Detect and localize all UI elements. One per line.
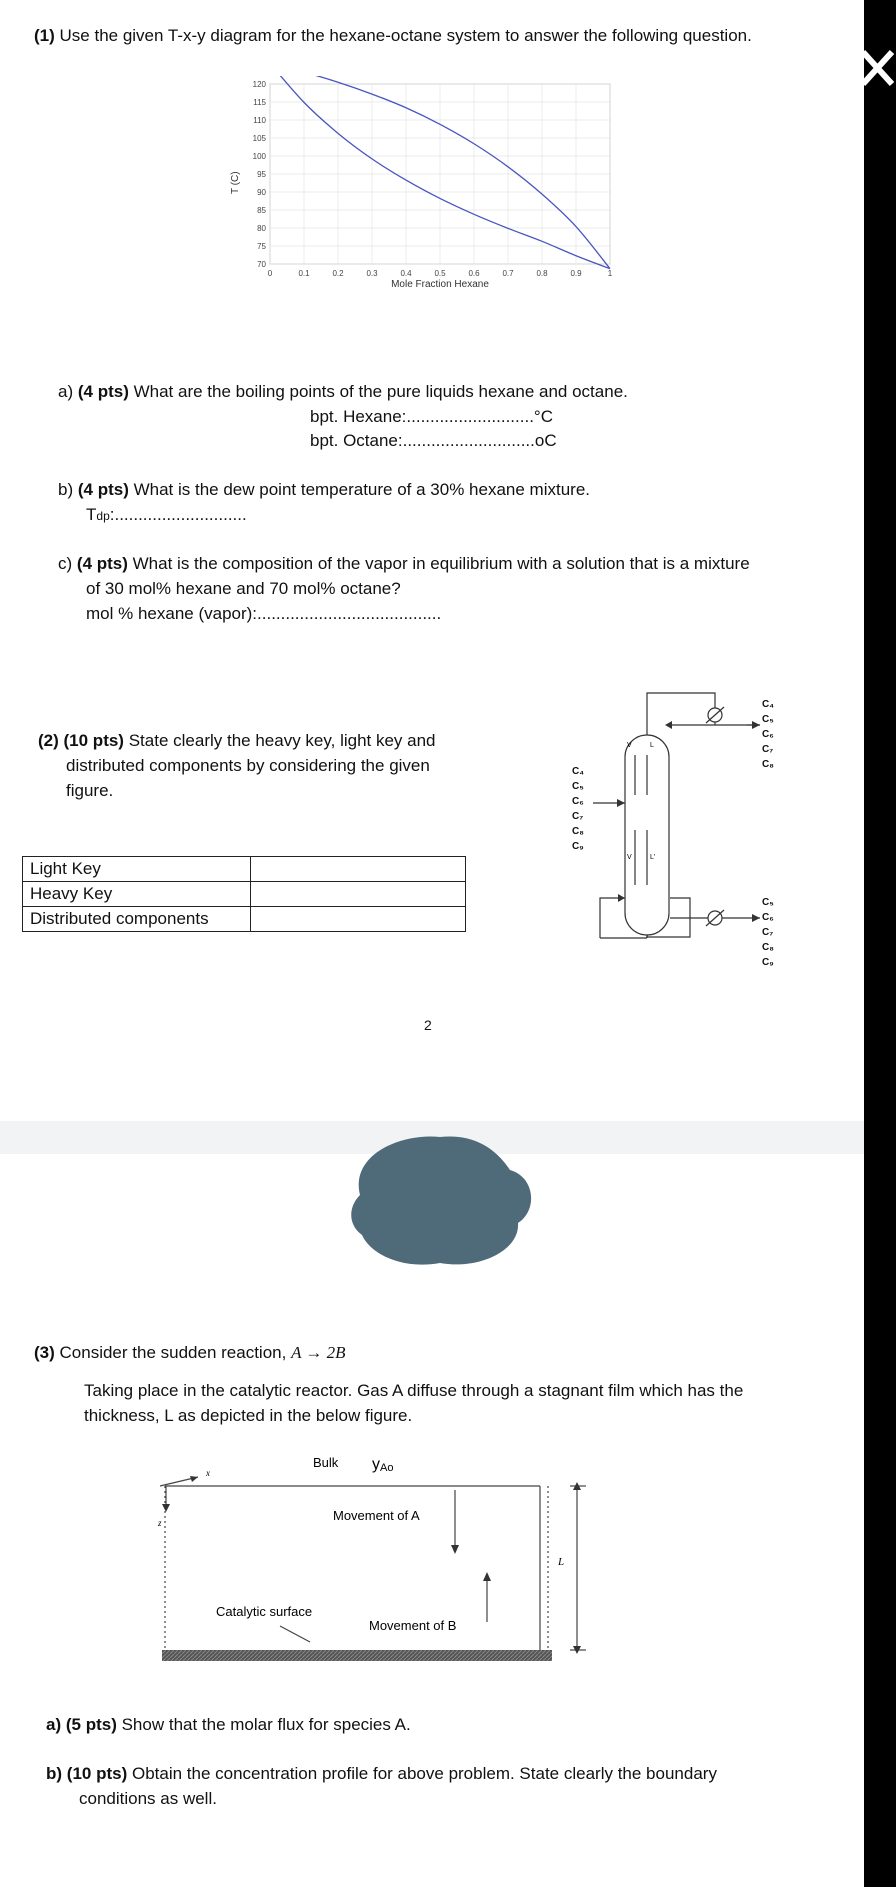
x-tick-label: 1	[607, 269, 613, 278]
x-axis-ticks	[268, 269, 613, 278]
heavy-key-label: Heavy Key	[23, 882, 251, 907]
page-number: 2	[424, 1017, 432, 1033]
y-tick-label: 105	[252, 134, 266, 143]
feed-components	[572, 764, 584, 854]
table-row	[23, 907, 466, 932]
x-tick-label: 0.4	[400, 269, 412, 278]
distributed-components-answer[interactable]	[251, 907, 466, 932]
chart-grid	[270, 84, 610, 264]
list-item: C₉	[572, 841, 584, 852]
feed-arrow	[617, 799, 625, 807]
x-tick-label: 0.5	[434, 269, 446, 278]
catalytic-pointer	[280, 1626, 310, 1642]
catalytic-surface-label: Catalytic surface	[216, 1604, 313, 1619]
light-key-label: Light Key	[23, 857, 251, 882]
thickness-label: L	[558, 1556, 565, 1568]
list-item: C₆	[572, 796, 584, 807]
liquid-label-top: L	[650, 742, 654, 749]
y-tick-label: 120	[252, 80, 266, 89]
y-tick-label: 85	[257, 206, 266, 215]
list-item: C₇	[762, 927, 774, 938]
q1b-question: b) (4 pts) What is the dew point temperature of a 30% hexane mixture.	[58, 480, 591, 499]
list-item: C₆	[762, 729, 774, 740]
y-tick-label: 70	[257, 260, 266, 269]
bottoms-components	[762, 895, 774, 970]
vapor-composition-answer[interactable]: mol % hexane (vapor):.......................................	[86, 604, 442, 623]
list-item: C₄	[572, 766, 584, 777]
bottoms-arrow	[752, 914, 760, 922]
liquid-label-bottom: L'	[650, 854, 656, 861]
list-item: C₄	[762, 699, 774, 710]
bpt-octane-line[interactable]: bpt. Octane:............................oC	[310, 431, 557, 450]
light-key-answer[interactable]	[251, 857, 466, 882]
distillation-column-diagram	[555, 685, 815, 985]
txy-chart	[225, 76, 635, 356]
q1c-question: c) (4 pts) What is the composition of the vapor in equilibrium with a solution that is a mixture	[58, 554, 750, 573]
stagnant-film-diagram	[150, 1450, 600, 1670]
x-axis-label: x	[206, 1468, 210, 1478]
redaction-blob	[340, 1125, 540, 1275]
x-tick-label: 0.2	[332, 269, 344, 278]
vapor-label-top: V	[627, 742, 632, 749]
heavy-key-answer[interactable]	[251, 882, 466, 907]
list-item: C₇	[572, 811, 584, 822]
x-tick-label: 0.9	[570, 269, 582, 278]
q3a-question: a) (5 pts) Show that the molar flux for species A.	[46, 1715, 411, 1734]
y-tick-label: 75	[257, 242, 266, 251]
x-axis-label: Mole Fraction Hexane	[391, 279, 489, 290]
movement-b-label: Movement of B	[369, 1618, 457, 1633]
reboiler-icon	[706, 910, 724, 926]
q1-heading: (1) Use the given T-x-y diagram for the hexane-octane system to answer the following question.	[34, 26, 752, 45]
x-tick-label: 0.7	[502, 269, 514, 278]
vapor-label-bottom: V	[627, 854, 632, 861]
distillate-arrow	[752, 721, 760, 729]
overhead-line	[647, 693, 715, 735]
list-item: C₅	[572, 781, 584, 792]
q3-text-line2: thickness, L as depicted in the below figure.	[84, 1406, 413, 1425]
list-item: C₆	[762, 912, 774, 923]
q2-question-line2: distributed components by considering the given	[66, 756, 430, 775]
table-row	[23, 882, 466, 907]
y-tick-label: 100	[252, 152, 266, 161]
movement-a-label: Movement of A	[333, 1508, 420, 1523]
x-tick-label: 0.8	[536, 269, 548, 278]
bpt-hexane-line[interactable]: bpt. Hexane:...........................°C	[310, 407, 553, 426]
q3-question: (3) Consider the sudden reaction, A → 2B	[34, 1343, 346, 1362]
list-item: C₈	[572, 826, 584, 837]
viewer-edge	[864, 0, 896, 1887]
bulk-label: Bulk	[313, 1455, 339, 1470]
x-tick-label: 0.6	[468, 269, 480, 278]
y-ao-label: yAo	[372, 1456, 394, 1474]
list-item: C₅	[762, 714, 774, 725]
y-tick-label: 115	[253, 98, 266, 107]
q3-text-line1: Taking place in the catalytic reactor. Gas A diffuse through a stagnant film which has the	[84, 1381, 744, 1400]
condenser-icon	[706, 707, 724, 723]
list-item: C₇	[762, 744, 774, 755]
distillate-components	[762, 697, 774, 772]
y-tick-label: 95	[257, 170, 266, 179]
z-axis-label: z	[158, 1518, 162, 1528]
tdp-answer-line[interactable]: Tdp:............................	[86, 505, 247, 524]
table-row	[23, 857, 466, 882]
y-axis-ticks	[253, 80, 267, 269]
q3b-question: b) (10 pts) Obtain the concentration profile for above problem. State clearly the boundary	[46, 1764, 717, 1783]
x-tick-label: 0	[267, 269, 273, 278]
y-tick-label: 90	[257, 188, 266, 197]
q1c-question-line2: of 30 mol% hexane and 70 mol% octane?	[86, 579, 401, 598]
q3b-question-line2: conditions as well.	[79, 1789, 217, 1808]
q1a-question: a) (4 pts) What are the boiling points of the pure liquids hexane and octane.	[58, 382, 628, 401]
y-tick-label: 110	[253, 116, 266, 125]
keys-table	[22, 856, 466, 932]
list-item: C₈	[762, 942, 774, 953]
q2-question: (2) (10 pts) State clearly the heavy key, light key and	[38, 731, 436, 750]
list-item: C₅	[762, 897, 774, 908]
distributed-components-label: Distributed components	[23, 907, 251, 932]
list-item: C₉	[762, 957, 774, 968]
x-tick-label: 0.3	[366, 269, 378, 278]
y-axis-label: T (C)	[230, 171, 241, 194]
close-icon[interactable]	[858, 48, 896, 88]
x-tick-label: 0.1	[298, 269, 310, 278]
list-item: C₈	[762, 759, 774, 770]
q2-question-line3: figure.	[66, 781, 114, 800]
y-tick-label: 80	[257, 224, 266, 233]
